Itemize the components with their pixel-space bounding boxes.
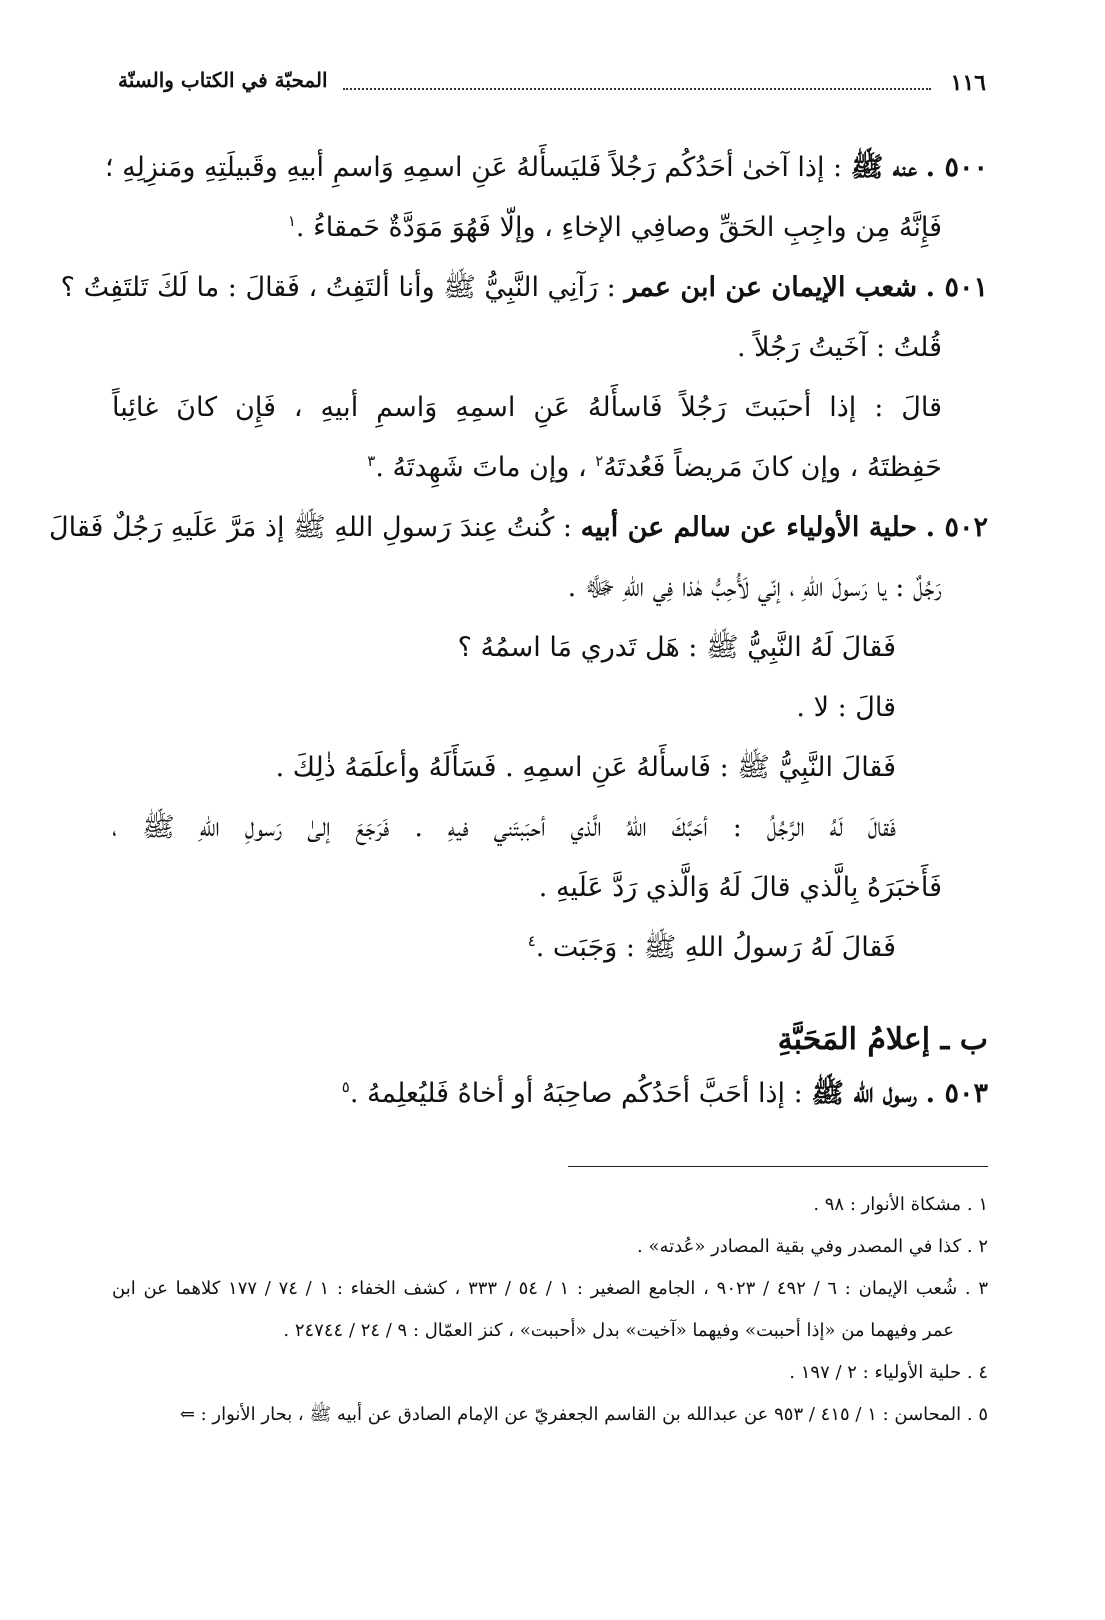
hadith-text: قالَ : لا . xyxy=(796,692,896,723)
hadith-502-line-4 xyxy=(112,678,988,738)
footnote-4: ٤ . حلية الأولياء : ٢ / ١٩٧ . xyxy=(789,1362,988,1383)
hadith-source: شعب الإيمان عن ابن عمر xyxy=(624,272,918,303)
footnote-5: ٥ . المحاسن : ١ / ٤١٥ / ٩٥٣ عن عبدالله بن القاسم الجعفريّ عن الإمام الصادق عن أبيه ﷺ ، بحار الأنوار : ⇐ xyxy=(179,1404,988,1425)
section-heading: ب ـ إعلامُ المَحَبَّةِ xyxy=(777,1022,988,1057)
hadith-502-line-3 xyxy=(112,618,988,678)
hadith-text: : رَآنِي النَّبِيُّ ﷺ وأنا ألتَفِتُ ، فَقالَ : ما لَكَ تَلتَفِتُ ؟ xyxy=(60,272,616,303)
hadith-number: ٥٠٢ . xyxy=(925,512,988,543)
running-title: المحبّة في الكتاب والسنّة xyxy=(118,68,328,92)
running-header xyxy=(118,62,986,102)
hadith-source: عنه ﷺ xyxy=(850,152,918,183)
hadith-500-line-1 xyxy=(105,138,988,198)
hadith-text: رَجُلٌ : يا رَسولَ اللهِ ، إنّي لَأُحِبُّ هٰذا فِي اللهِ ﷻ . xyxy=(567,572,942,603)
hadith-text: فَقالَ لَهُ النَّبِيُّ ﷺ : هَل تَدري مَا اسمُهُ ؟ xyxy=(457,632,896,663)
hadith-text: فَأَخبَرَهُ بِالَّذي قالَ لَهُ وَالَّذي رَدَّ عَلَيهِ . xyxy=(538,872,942,903)
hadith-number: ٥٠٣ . xyxy=(925,1078,988,1109)
hadith-source: حلية الأولياء عن سالم عن أبيه xyxy=(580,512,918,543)
hadith-501-line-1 xyxy=(60,258,988,318)
hadith-501-line-3 xyxy=(112,378,988,438)
footnote-1: ١ . مشكاة الأنوار : ٩٨ . xyxy=(813,1194,988,1215)
footnote-2: ٢ . كذا في المصدر وفي بقية المصادر «عُدته» . xyxy=(637,1236,988,1257)
hadith-502-line-2 xyxy=(112,558,988,618)
hadith-text: فَقالَ لَهُ رَسولُ اللهِ ﷺ : وَجَبَت . xyxy=(535,932,896,963)
hadith-number: ٥٠١ . xyxy=(925,272,988,303)
hadith-number: ٥٠٠ . xyxy=(925,152,988,183)
footnote-marker: ٣ xyxy=(367,452,376,470)
hadith-text: قُلتُ : آخَيتُ رَجُلاً . xyxy=(736,332,942,363)
footnote-separator xyxy=(568,1166,988,1167)
hadith-501-line-2 xyxy=(112,318,988,378)
main-text xyxy=(48,138,988,1124)
hadith-502-line-6 xyxy=(112,798,988,858)
header-dot-leader xyxy=(343,88,931,90)
hadith-502-line-8 xyxy=(112,918,988,978)
hadith-502-line-7 xyxy=(112,858,988,918)
hadith-text: قالَ : إذا أحبَبتَ رَجُلاً فَاسأَلهُ عَنِ اسمِهِ وَاسمِ أبيهِ ، فَإِن كانَ غائِباً xyxy=(112,392,942,423)
hadith-502-line-1 xyxy=(48,498,988,558)
hadith-500-line-2 xyxy=(112,198,988,258)
footnote-marker: ٤ xyxy=(527,932,536,950)
footnote-3: ٣ . شُعب الإيمان : ٦ / ٤٩٢ / ٩٠٢٣ ، الجامع الصغير : ١ / ٥٤ / ٣٣٣ ، كشف الخفاء : ١ / ٧٤ / ١٧٧ كلاهما عن ابن xyxy=(112,1278,989,1299)
footnote-marker: ٢ xyxy=(595,452,604,470)
hadith-text: : كُنتُ عِندَ رَسولِ اللهِ ﷺ إذ مَرَّ عَلَيهِ رَجُلٌ فَقالَ xyxy=(48,512,572,543)
hadith-501-line-4 xyxy=(112,438,988,498)
page-number: ١١٦ xyxy=(950,70,986,96)
hadith-text: فَقالَ النَّبِيُّ ﷺ : فَاسأَلهُ عَنِ اسمِهِ . فَسَأَلَهُ وأعلَمَهُ ذٰلِكَ . xyxy=(275,752,896,783)
hadith-502-line-5 xyxy=(112,738,988,798)
hadith-text: فَقالَ لَهُ الرَّجُلُ : أحَبَّكَ اللهُ الَّذي أحبَبتَني فيهِ . فَرَجَعَ إلىٰ رَسولِ اللهِ ﷺ ، xyxy=(112,812,896,843)
footnotes xyxy=(112,1184,988,1436)
hadith-text: : إذا أحَبَّ أحَدُكُم صاحِبَهُ أو أخاهُ فَليُعلِمهُ . xyxy=(349,1078,803,1109)
footnote-marker: ٥ xyxy=(341,1078,350,1096)
hadith-text: : إذا آخىٰ أحَدُكُم رَجُلاً فَليَسأَلهُ عَنِ اسمِهِ وَاسمِ أبيهِ وقَبيلَتِهِ ومَنزِلِهِ ؛ xyxy=(105,152,843,183)
footnote-marker: ١ xyxy=(287,212,296,230)
hadith-text: فَإِنَّهُ مِن واجِبِ الحَقِّ وصافِي الإخاءِ ، وإلّا فَهُوَ مَوَدَّةٌ حَمقاءُ . xyxy=(295,212,942,243)
hadith-503-line-1 xyxy=(112,1064,988,1124)
hadith-source: رسول الله ﷺ xyxy=(811,1078,918,1109)
footnote-3-continued: عمر وفيهما من «إذا أحببت» وفيهما «آخيت» بدل «أحببت» ، كنز العمّال : ٩ / ٢٤ / ٢٤٧٤٤ . xyxy=(283,1320,954,1341)
hadith-text: حَفِظتَهُ ، وإن كانَ مَريضاً فَعُدتَهُ xyxy=(603,452,942,483)
hadith-text: ، وإن ماتَ شَهِدتَهُ . xyxy=(375,452,587,483)
